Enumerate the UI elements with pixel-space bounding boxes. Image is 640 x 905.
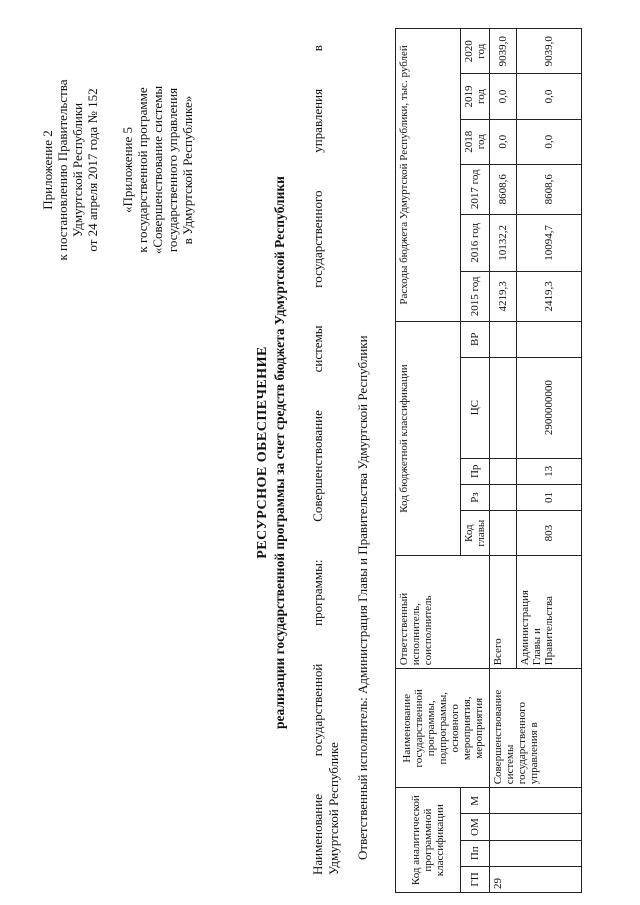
cell-pp <box>490 840 582 866</box>
header-pp: Пп <box>461 840 490 866</box>
cell-value: 0,0 <box>517 119 582 164</box>
cell-executor: Администрация Главы и Правительства <box>517 556 582 669</box>
program-word: системы <box>310 325 325 373</box>
appendix-line: Приложение 2 <box>40 130 55 210</box>
cell-value: 10132,2 <box>490 214 517 271</box>
cell-vr <box>490 321 517 357</box>
document-title: РЕСУРСНОЕ ОБЕСПЕЧЕНИЕ <box>255 346 270 559</box>
appendix5-line: «Приложение 5 <box>120 126 135 214</box>
appendix5-line: в Удмуртской Республике» <box>180 95 195 245</box>
header-kod-glavy: Код главы <box>461 511 490 556</box>
cell-value: 10094,7 <box>517 214 582 271</box>
cell-pr <box>490 458 517 484</box>
header-code: Код аналитической программной классификации <box>396 788 461 893</box>
header-rz: Рз <box>461 484 490 510</box>
appendix-line: к постановлению Правительства <box>55 79 70 261</box>
cell-gp: 29 <box>490 866 582 892</box>
appendix-header <box>40 40 100 300</box>
cell-value: 8608,6 <box>517 164 582 214</box>
appendix5-header <box>120 40 195 300</box>
cell-value: 0,0 <box>490 74 517 119</box>
header-pr: Пр <box>461 458 490 484</box>
cell-value: 0,0 <box>490 119 517 164</box>
cell-value: 9039,0 <box>517 29 582 74</box>
table-header-row <box>396 29 461 893</box>
header-vr: ВР <box>461 321 490 357</box>
cell-cs <box>490 357 517 458</box>
program-word: управления <box>310 88 325 153</box>
cell-pr: 13 <box>517 458 582 484</box>
header-year: 2015 год <box>461 271 490 321</box>
appendix-line: от 24 апреля 2017 года № 152 <box>85 88 100 252</box>
resource-table <box>395 28 582 893</box>
cell-kod-glavy: 803 <box>517 511 582 556</box>
header-name: Наименование государственной программы, подпрограммы, основного мероприятия, мероприятия <box>396 669 490 788</box>
appendix-line: Удмуртской Республики <box>70 102 85 238</box>
cell-value: 2419,3 <box>517 271 582 321</box>
program-name-line2: Удмуртской Республике <box>326 742 341 875</box>
header-om: ОМ <box>461 814 490 840</box>
header-cs: ЦС <box>461 357 490 458</box>
cell-m <box>490 788 582 814</box>
header-expenses: Расходы бюджета Удмуртской Республики, тыс. рублей <box>396 29 461 322</box>
header-m: М <box>461 788 490 814</box>
header-gp: ГП <box>461 866 490 892</box>
appendix5-line: «Совершенствование системы <box>150 85 165 255</box>
cell-name: Совершенствование системы государственного управления в <box>490 669 582 788</box>
program-word: государственной <box>310 663 325 757</box>
header-budget-code: Код бюджетной классификации <box>396 321 461 555</box>
cell-rz <box>490 484 517 510</box>
cell-value: 9039,0 <box>490 29 517 74</box>
cell-value: 8608,6 <box>490 164 517 214</box>
appendix5-line: к государственной программе <box>135 87 150 253</box>
program-word: государственного <box>310 190 325 288</box>
header-year: 2017 год <box>461 164 490 214</box>
program-word: программы: <box>310 559 325 626</box>
header-executor: Ответственный исполнитель, соисполнитель <box>396 556 490 669</box>
program-word: Совершенствование <box>310 410 325 522</box>
header-year: 2019 год <box>461 74 490 119</box>
header-year: 2016 год <box>461 214 490 271</box>
responsible-executor: Ответственный исполнитель: Администрация Главы и Правительства Удмуртской Республики <box>355 335 370 860</box>
cell-kod-glavy <box>490 511 517 556</box>
cell-rz: 01 <box>517 484 582 510</box>
cell-om <box>490 814 582 840</box>
program-word: Наименование <box>310 794 325 875</box>
cell-cs: 2900000000 <box>517 357 582 458</box>
header-year: 2020 год <box>461 29 490 74</box>
header-year: 2018 год <box>461 119 490 164</box>
appendix5-line: государственного управления <box>165 87 180 253</box>
cell-value: 0,0 <box>517 74 582 119</box>
cell-value: 4219,3 <box>490 271 517 321</box>
cell-vr <box>517 321 582 357</box>
program-word: в <box>310 45 325 52</box>
document-subtitle: реализации государственной программы за счет средств бюджета Удмуртской Республики <box>272 176 287 729</box>
table-row <box>490 29 517 893</box>
program-name <box>310 45 342 875</box>
cell-executor: Всего <box>490 556 517 669</box>
